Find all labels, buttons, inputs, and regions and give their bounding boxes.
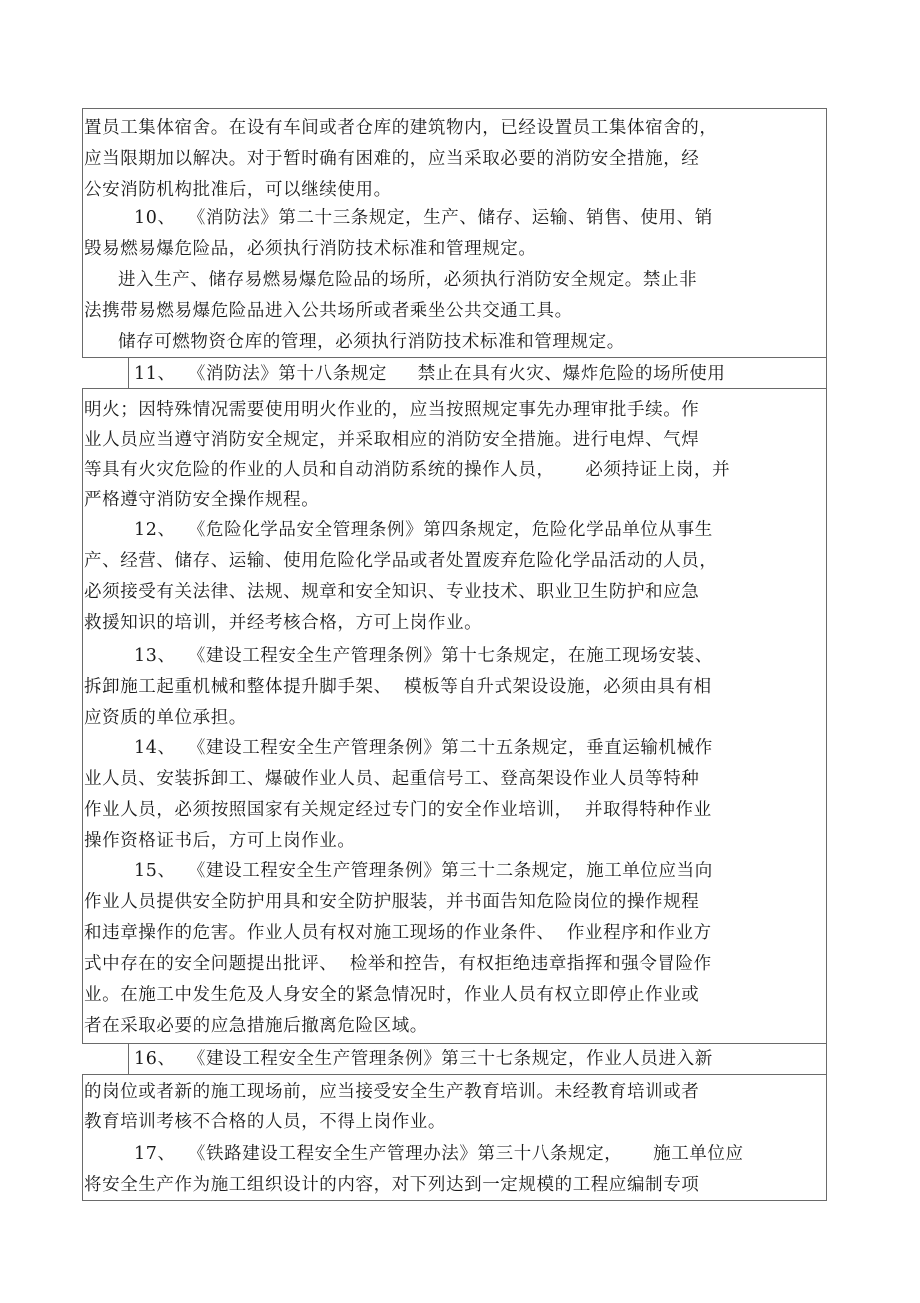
text-line: 业。在施工中发生危及人身安全的紧急情况时，作业人员有权立即停止作业或: [84, 985, 700, 1005]
text-line: 11、 《消防法》第十八条规定 禁止在具有火灾、爆炸危险的场所使用: [134, 364, 726, 384]
text-line: 置员工集体宿舍。在设有车间或者仓库的建筑物内，已经设置员工集体宿舍的，: [84, 118, 718, 138]
text-line: 操作资格证书后，方可上岗作业。: [84, 831, 356, 851]
text-line: 作业人员，必须按照国家有关规定经过专门的安全作业培训， 并取得特种作业: [84, 800, 712, 820]
text-line: 应当限期加以解决。对于暂时确有困难的，应当采取必要的消防安全措施，经: [84, 149, 700, 169]
text-line: 和违章操作的危害。作业人员有权对施工现场的作业条件、 作业程序和作业方: [84, 923, 712, 943]
text-line: 应资质的单位承担。: [84, 708, 247, 728]
text-line: 拆卸施工起重机械和整体提升脚手架、 模板等自升式架设设施，必须由具有相: [84, 677, 712, 697]
text-line: 17、 《铁路建设工程安全生产管理办法》第三十八条规定， 施工单位应: [134, 1144, 744, 1164]
text-line: 业人员、安装拆卸工、爆破作业人员、起重信号工、登高架设作业人员等特种: [84, 769, 700, 789]
text-line: 进入生产、储存易燃易爆危险品的场所，必须执行消防安全规定。禁止非: [118, 270, 698, 290]
text-line: 12、 《危险化学品安全管理条例》第四条规定，危险化学品单位从事生: [134, 520, 713, 540]
text-line: 储存可燃物资仓库的管理，必须执行消防技术标准和管理规定。: [118, 332, 625, 352]
text-line: 法携带易燃易爆危险品进入公共场所或者乘坐公共交通工具。: [84, 301, 573, 321]
text-line: 10、 《消防法》第二十三条规定，生产、储存、运输、销售、使用、销: [134, 208, 713, 228]
text-line: 式中存在的安全问题提出批评、 检举和控告，有权拒绝违章指挥和强令冒险作: [84, 954, 712, 974]
text-line: 教育培训考核不合格的人员，不得上岗作业。: [84, 1112, 446, 1132]
text-line: 13、 《建设工程安全生产管理条例》第十七条规定，在施工现场安装、: [134, 646, 713, 666]
text-line: 14、 《建设工程安全生产管理条例》第二十五条规定，垂直运输机械作: [134, 738, 713, 758]
text-line: 必须接受有关法律、法规、规章和安全知识、专业技术、职业卫生防护和应急: [84, 582, 700, 602]
text-line: 16、 《建设工程安全生产管理条例》第三十七条规定，作业人员进入新: [134, 1049, 713, 1069]
text-line: 毁易燃易爆危险品，必须执行消防技术标准和管理规定。: [84, 239, 537, 259]
text-line: 严格遵守消防安全操作规程。: [84, 490, 320, 510]
text-line: 者在采取必要的应急措施后撤离危险区域。: [84, 1016, 428, 1036]
text-line: 业人员应当遵守消防安全规定，并采取相应的消防安全措施。进行电焊、气焊: [84, 430, 700, 450]
text-line: 产、经营、储存、运输、使用危险化学品或者处置废弃危险化学品活动的人员，: [84, 551, 718, 571]
text-line: 将安全生产作为施工组织设计的内容，对下列达到一定规模的工程应编制专项: [84, 1175, 700, 1195]
text-line: 作业人员提供安全防护用具和安全防护服装，并书面告知危险岗位的操作规程: [84, 892, 700, 912]
text-line: 15、 《建设工程安全生产管理条例》第三十二条规定，施工单位应当向: [134, 861, 713, 881]
text-line: 的岗位或者新的施工现场前，应当接受安全生产教育培训。未经教育培训或者: [84, 1082, 700, 1102]
text-line: 明火；因特殊情况需要使用明火作业的，应当按照规定事先办理审批手续。作: [84, 400, 700, 420]
text-line: 公安消防机构批准后，可以继续使用。: [84, 180, 392, 200]
text-line: 救援知识的培训，并经考核合格，方可上岗作业。: [84, 613, 483, 633]
text-line: 等具有火灾危险的作业的人员和自动消防系统的操作人员， 必须持证上岗，并: [84, 460, 731, 480]
